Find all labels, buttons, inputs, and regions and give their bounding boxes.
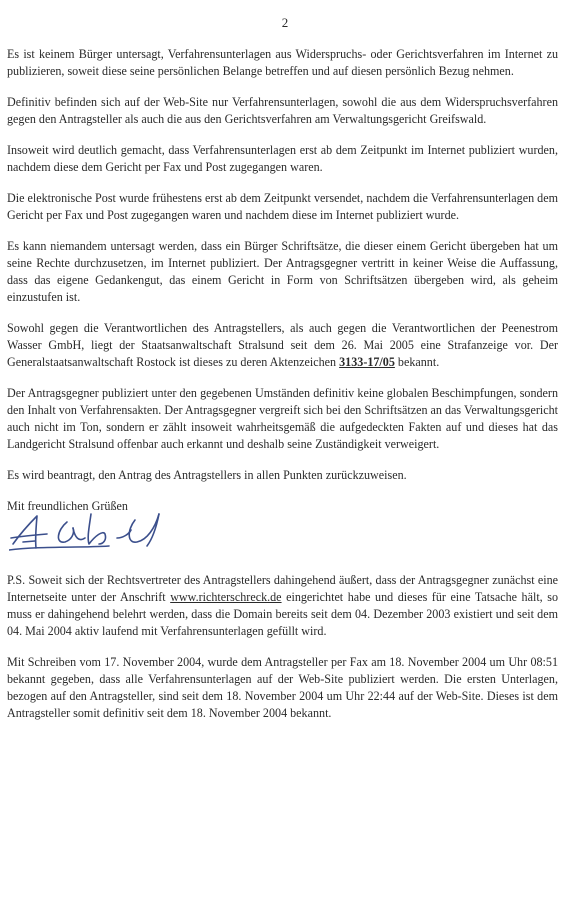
handwritten-signature [9,508,179,558]
paragraph-publication-timing: Insoweit wird deutlich gemacht, dass Verfahrensunterlagen erst ab dem Zeitpunkt im Internet publiziert wurden, nachdem diese dem Gericht per Fax und Post zugegangen waren. [7,143,558,174]
paragraph-submissions-publication: Es kann niemandem untersagt werden, dass ein Bürger Schriftsätze, die dieser einem Gericht übergeben hat um seine Rechte durchzusetzen, im Internet publiziert. Der Antragsgegner vertritt in keiner Weise die Auffassung, dass das eigene Gedankengut, das einem Gericht in Form von Schriftsätzen übergeben wird, als geheim einzustufen ist. [7,239,558,304]
closing-block [7,498,558,546]
website-link[interactable]: www.richterschreck.de [170,590,282,604]
paragraph-criminal-complaint [7,320,558,371]
paragraph-website-contents: Definitiv befinden sich auf der Web-Site nur Verfahrensunterlagen, sowohl die aus dem Widerspruchsverfahren gegen den Antragsteller als auch die aus den Gerichtsverfahren am Verwaltungsgericht Greifswald. [7,95,558,126]
file-number: 3133-17/05 [339,355,395,369]
paragraph-fax-notice: Mit Schreiben vom 17. November 2004, wurde dem Antragsteller per Fax am 18. November 2004 um Uhr 08:51 bekannt gegeben, dass alle Verfahrensunterlagen auf der Web-Site publiziert werden. Die ersten Unterlagen, bezogen auf den Antragsteller, sind seit dem 18. November 2004 um Uhr 22:44 auf der Web-Site. Dieses ist dem Antragsteller somit definitiv seit dem 18. November 2004 bekannt. [7,655,558,720]
paragraph-electronic-mail: Die elektronische Post wurde frühestens erst ab dem Zeitpunkt versendet, nachdem die Verfahrensunterlagen dem Gericht per Fax und Post zugegangen waren und nachdem diese im Internet publiziert wurde. [7,191,558,222]
paragraph-no-insults: Der Antragsgegner publiziert unter den gegebenen Umständen definitiv keine globalen Beschimpfungen, sondern den Inhalt von Verfahrensakten. Der Antragsgegner vergreift sich bei den Schriftsätzen an das Verwaltungsgericht auch nicht im Ton, sondern er zählt insoweit wahrheitsgemäß die aufgedeckten Fakten auf und dieses hat das Landgericht Stralsund offenbar auch erkannt und deshalb seine Zuständigkeit verweigert. [7,386,558,451]
postscript-text: P.S. Soweit sich der Rechtsvertreter des Antragstellers dahingehend äußert, dass der Antragsgegner zunächst eine Internetseite unter der Anschrift [7,573,558,604]
paragraph-publication-right: Es ist keinem Bürger untersagt, Verfahrensunterlagen aus Widerspruchs- oder Gerichtsverfahren im Internet zu publizieren, soweit diese seine persönlichen Belange betreffen und auf diesen persönlich Bezug nehmen. [7,47,558,78]
paragraph-motion: Es wird beantragt, den Antrag des Antragstellers in allen Punkten zurückzuweisen. [7,468,407,482]
complaint-text-end: bekannt. [394,355,440,369]
complaint-text: Sowohl gegen die Verantwortlichen des Antragstellers, als auch gegen die Verantwortlichen der Peenestrom Wasser GmbH, liegt der Staatsanwaltschaft Stralsund seit dem 26. Mai 2005 eine Strafanzeige vor. Der Generalstaatsanwaltschaft Rostock ist dieses zu deren Aktenzeichen [7,321,558,369]
postscript-paragraph [7,572,558,640]
postscript-text-end: eingerichtet habe und dieses für eine Tatsache hält, so muss er dahingehend belehrt werden, dass die Domain bereits seit dem 04. Dezember 2003 existiert und seit dem 04. Mai 2004 aktiv laufend mit Verfahrensunterlagen gefüllt wird. [7,590,558,638]
letter-body [7,46,558,736]
page-number: 2 [281,15,289,30]
closing-salutation: Mit freundlichen Grüßen [7,499,128,513]
